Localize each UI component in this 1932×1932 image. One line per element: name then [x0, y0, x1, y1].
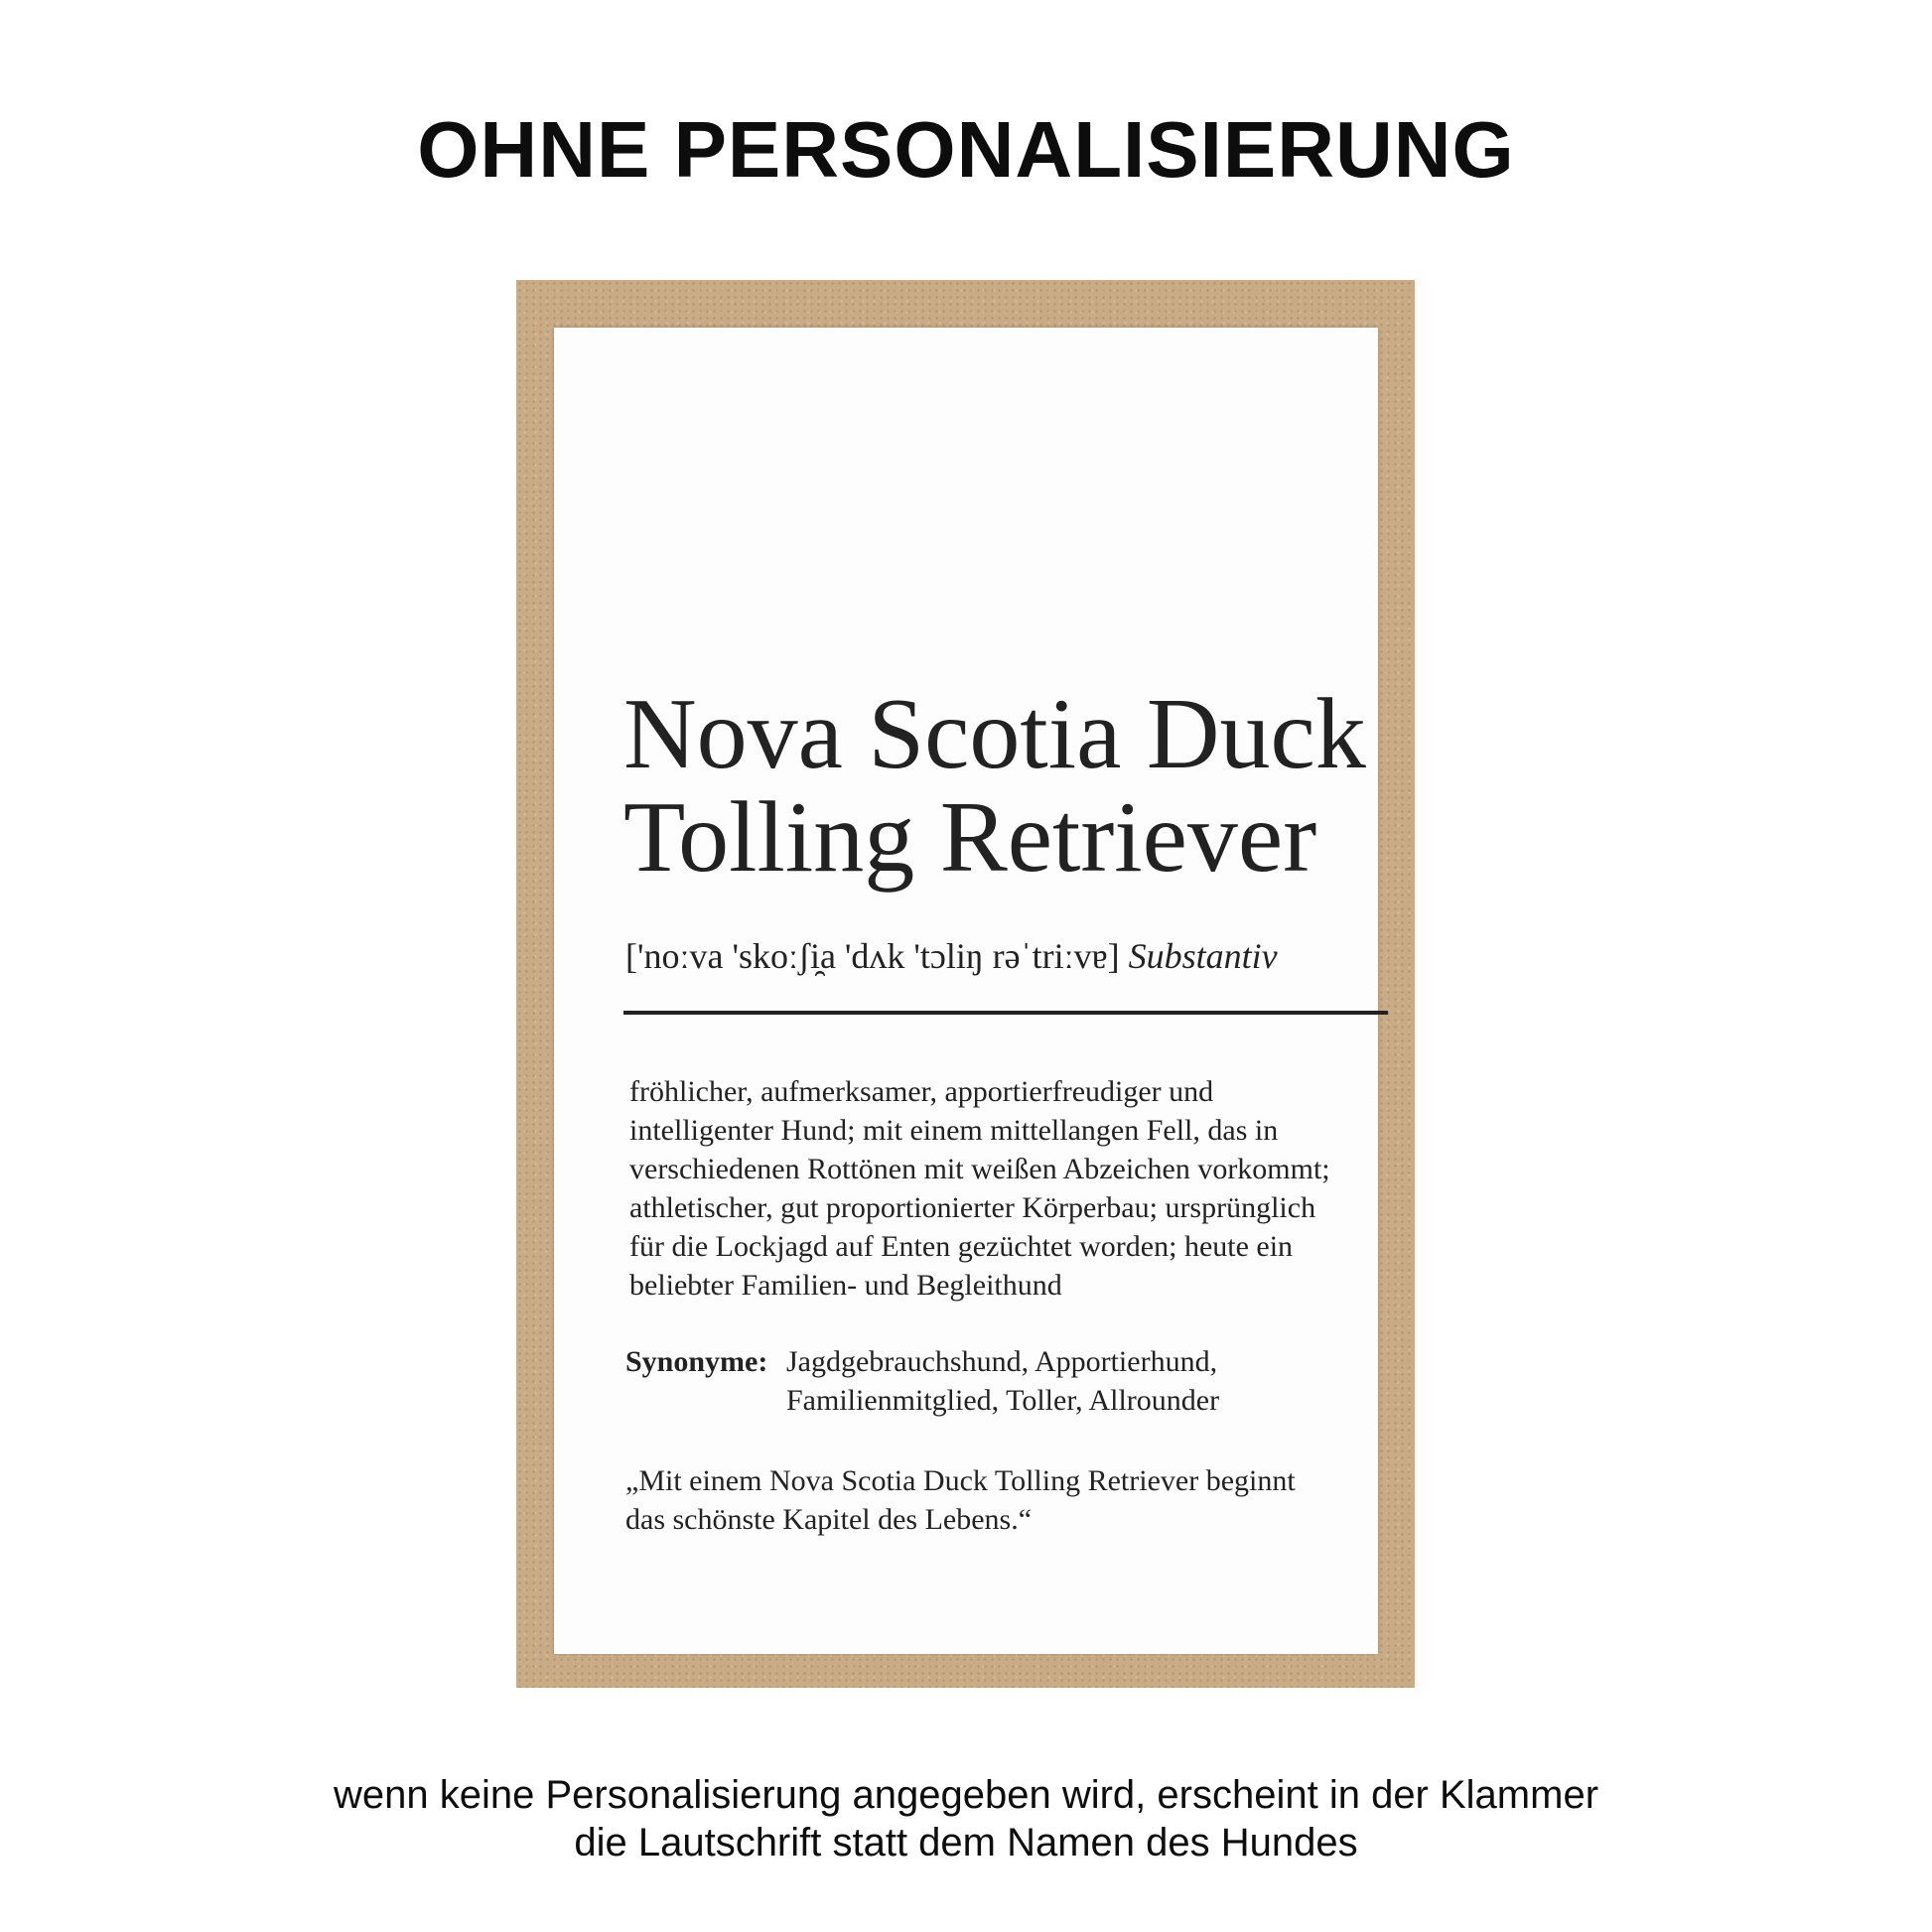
definition-line: intelligenter Hund; mit einem mittellangen Fell, das in	[629, 1114, 1279, 1147]
definition-line: fröhlicher, aufmerksamer, apportierfreudiger und	[629, 1075, 1214, 1108]
synonyms-line: Familienmitglied, Toller, Allrounder	[786, 1384, 1220, 1417]
caption-line: wenn keine Personalisierung angegeben wird, erscheint in der Klammer	[333, 1773, 1599, 1817]
definition-line: athletischer, gut proportionierter Körperbau; ursprünglich	[629, 1191, 1316, 1224]
card-title-line: Tolling Retriever	[623, 781, 1317, 894]
card-title	[623, 678, 1378, 894]
page-heading: OHNE PERSONALISIERUNG	[417, 105, 1515, 194]
quote-line: „Mit einem Nova Scotia Duck Tolling Retriever beginnt	[625, 1464, 1296, 1497]
word-class: Substantiv	[1128, 936, 1278, 976]
pronunciation	[625, 935, 1278, 977]
definition	[629, 1072, 1384, 1305]
quote-line: das schönste Kapitel des Lebens.“	[625, 1503, 1033, 1536]
synonyms-list	[786, 1342, 1322, 1420]
definition-line: verschiedenen Rottönen mit weißen Abzeichen vorkommt;	[629, 1153, 1330, 1185]
definition-card	[554, 328, 1378, 1654]
card-title-line: Nova Scotia Duck	[623, 678, 1366, 790]
definition-line: für die Lockjagd auf Enten gezüchtet worden; heute ein	[629, 1230, 1294, 1263]
pronunciation-text: ['noːva 'skoːʃi̯a 'dʌk 'tɔliŋ rəˈtriːvɐ]	[625, 936, 1120, 976]
quote	[625, 1461, 1360, 1539]
caption-line: die Lautschrift statt dem Namen des Hundes	[574, 1821, 1358, 1864]
caption	[0, 1771, 1932, 1866]
synonyms-label: Synonyme:	[625, 1345, 768, 1378]
divider-line	[623, 1011, 1388, 1015]
synonyms-line: Jagdgebrauchshund, Apportierhund,	[786, 1345, 1218, 1378]
definition-line: beliebter Familien- und Begleithund	[629, 1269, 1062, 1302]
